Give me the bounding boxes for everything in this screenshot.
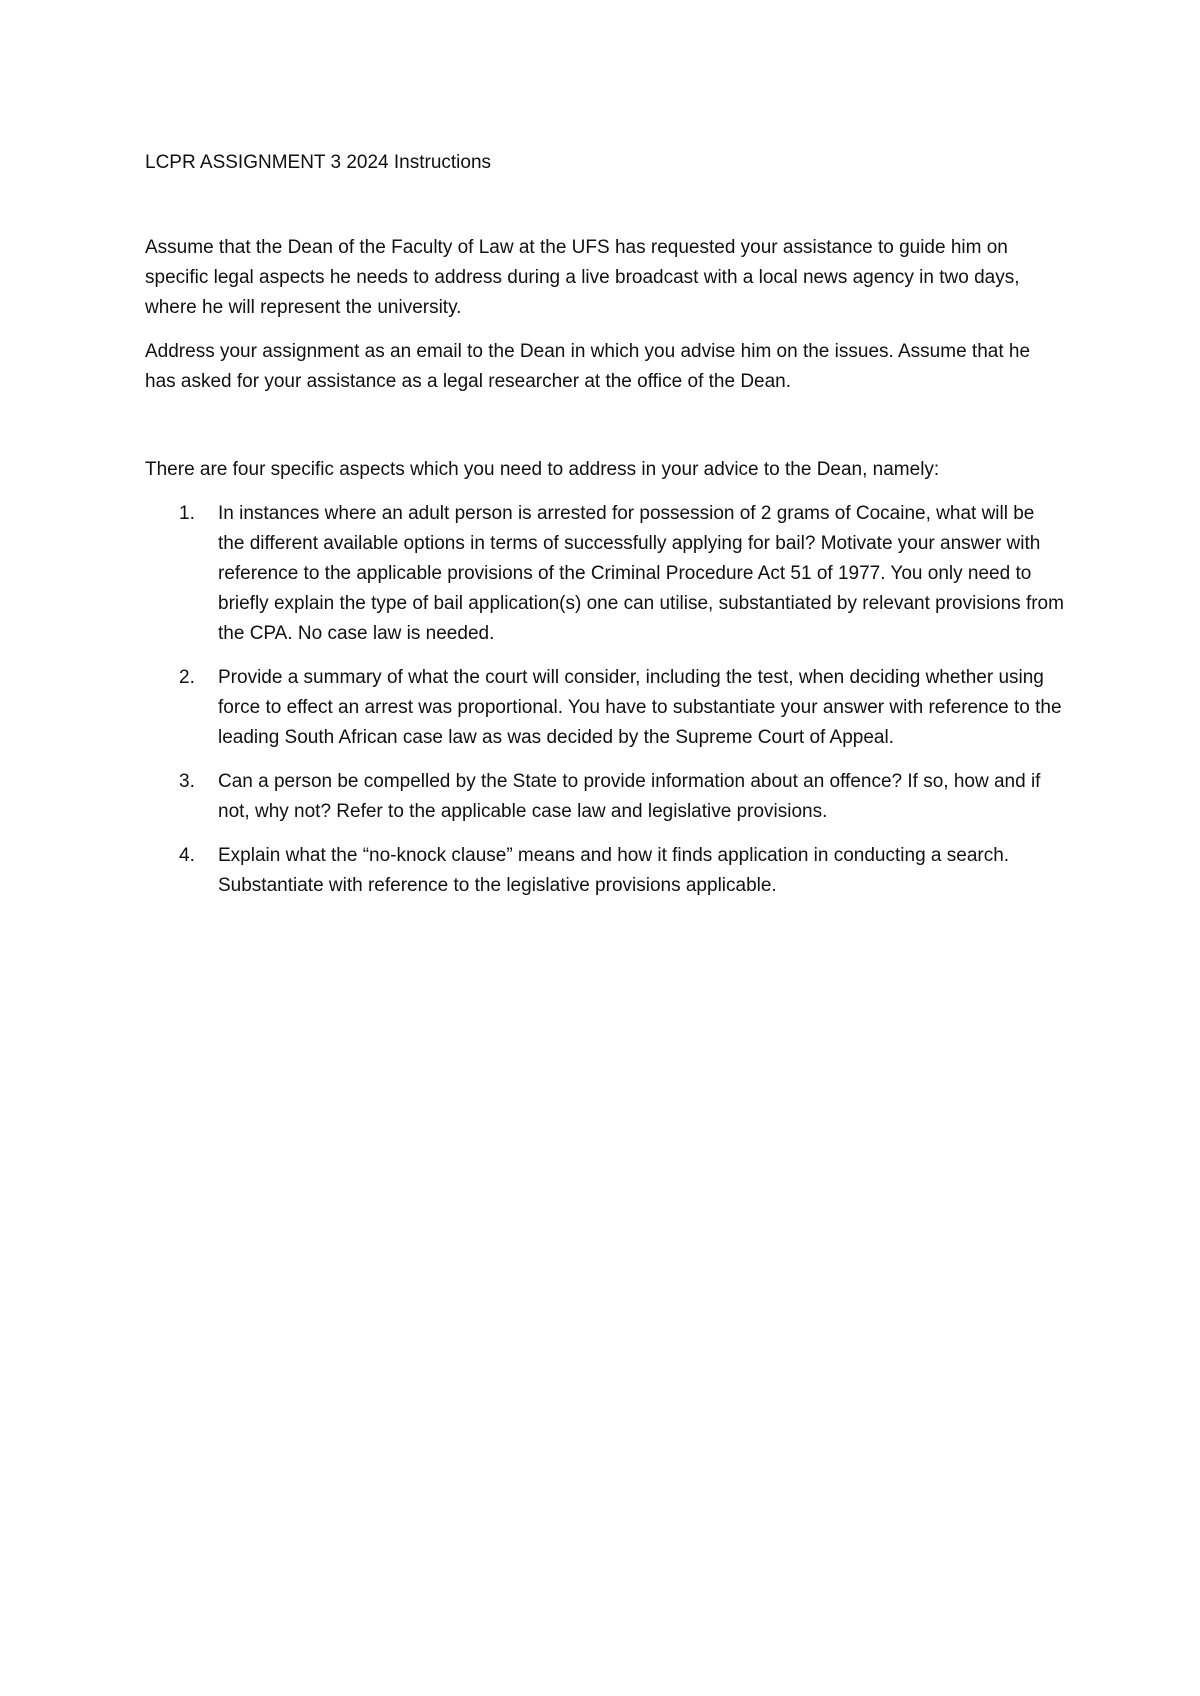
list-item-number: 4. — [179, 845, 195, 866]
aspects-intro-paragraph: There are four specific aspects which you need to address in your advice to the Dean, namely: — [145, 459, 940, 480]
instructions-paragraph: Address your assignment as an email to the Dean in which you advise him on the issues. Assume that he has asked for your assistance as a legal researcher at the office of the Dean. — [145, 341, 1031, 392]
list-item — [145, 663, 1065, 753]
list-item-text: In instances where an adult person is arrested for possession of 2 grams of Cocaine, what will be the different available options in terms of successfully applying for bail? Motivate your answer with reference to the applicable provisions of the Criminal Procedure Act 51 of 1977. You only need to briefly explain the type of bail application(s) one can utilise, substantiated by relevant provisions from the CPA. No case law is needed. — [218, 503, 1064, 644]
intro-paragraph: Assume that the Dean of the Faculty of Law at the UFS has requested your assistance to guide him on specific legal aspects he needs to address during a live broadcast with a local news agency in two days, where he will represent the university. — [145, 237, 1020, 318]
document-body — [145, 148, 1065, 915]
list-item-number: 3. — [179, 771, 195, 792]
list-item-number: 1. — [179, 503, 195, 524]
list-item-text: Can a person be compelled by the State to provide information about an offence? If so, how and if not, why not? Refer to the applicable case law and legislative provisions. — [218, 771, 1041, 822]
document-title: LCPR ASSIGNMENT 3 2024 Instructions — [145, 152, 492, 173]
list-item — [145, 841, 1065, 901]
list-item-text: Provide a summary of what the court will consider, including the test, when deciding whether using force to effect an arrest was proportional. You have to substantiate your answer with reference to the leading South African case law as was decided by the Supreme Court of Appeal. — [218, 667, 1062, 748]
list-item — [145, 499, 1065, 649]
list-item-text: Explain what the “no-knock clause” means and how it finds application in conducting a search. Substantiate with reference to the legislative provisions applicable. — [218, 845, 1010, 896]
aspects-list — [145, 499, 1065, 901]
list-item — [145, 767, 1065, 827]
list-item-number: 2. — [179, 667, 195, 688]
